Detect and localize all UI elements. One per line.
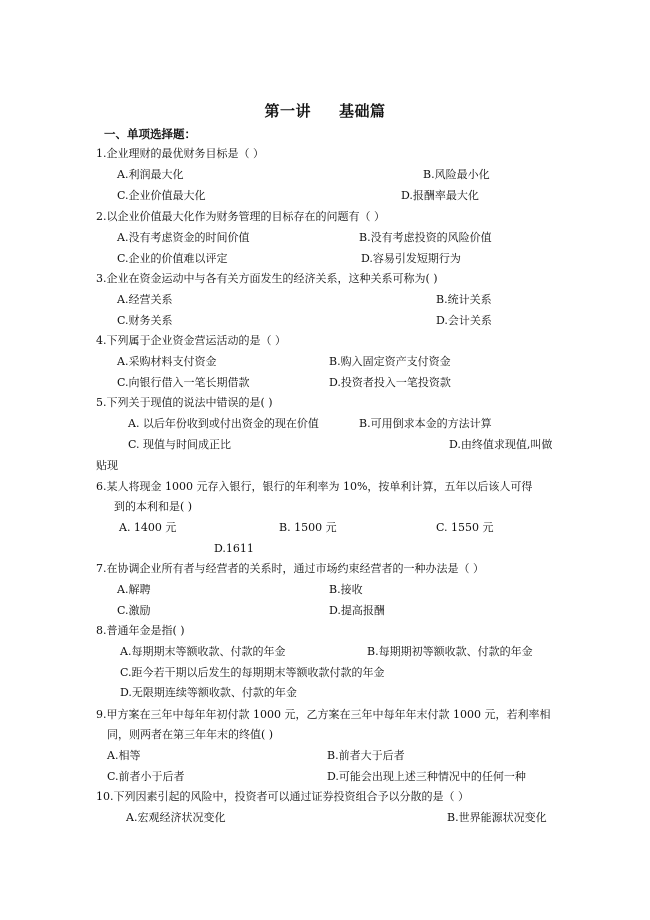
question-4-option-b: B.购入固定资产支付资金	[329, 355, 451, 368]
question-4-option-d: D.投资者投入一笔投资款	[329, 376, 451, 389]
question-5-option-a: A. 以后年份收到或付出资金的现在价值	[128, 417, 319, 430]
question-7-option-c: C.激励	[117, 604, 151, 617]
question-6-option-c: C. 1550 元	[436, 521, 494, 534]
question-3-option-d: D.会计关系	[436, 314, 492, 327]
question-7-option-b: B.接收	[329, 583, 363, 596]
question-7-option-d: D.提高报酬	[329, 604, 385, 617]
question-6-stem-line-2: 到的本利和是( )	[114, 500, 193, 513]
question-10-stem: 10.下列因素引起的风险中，投资者可以通过证券投资组合予以分散的是（ ）	[96, 790, 469, 803]
question-2-option-b: B.没有考虑投资的风险价值	[359, 231, 492, 244]
title-part-2: 基础篇	[339, 102, 386, 120]
question-9-stem-line-1: 9.甲方案在三年中每年年初付款 1000 元，乙方案在三年中每年年末付款 1000 元，若利率相	[96, 708, 551, 721]
question-6-option-b: B. 1500 元	[279, 521, 337, 534]
question-4-option-a: A.采购材料支付资金	[117, 355, 217, 368]
question-3-option-c: C.财务关系	[117, 314, 173, 327]
question-9-option-a: A.相等	[107, 749, 141, 762]
question-6-stem-line-1: 6.某人将现金 1000 元存入银行，银行的年利率为 10%，按单利计算，五年以后该人可得	[96, 480, 533, 493]
question-2-option-c: C.企业的价值难以评定	[117, 252, 228, 265]
question-3-option-b: B.统计关系	[436, 293, 492, 306]
question-9-option-d: D.可能会出现上述三种情况中的任何一种	[327, 770, 526, 783]
section-heading: 一、单项选择题：	[104, 127, 196, 141]
question-8-option-d: D.无限期连续等额收款、付款的年金	[120, 686, 297, 699]
question-3-option-a: A.经营关系	[117, 293, 173, 306]
question-1-option-b: B.风险最小化	[423, 168, 490, 181]
question-10-option-b: B.世界能源状况变化	[447, 811, 547, 824]
question-8-option-b: B.每期期初等额收款、付款的年金	[367, 645, 533, 658]
question-5-option-c: C. 现值与时间成正比	[128, 438, 232, 451]
question-1-stem: 1.企业理财的最优财务目标是（ ）	[96, 147, 264, 160]
question-4-option-c: C.向银行借入一笔长期借款	[117, 376, 250, 389]
question-7-stem: 7.在协调企业所有者与经营者的关系时，通过市场约束经营者的一种办法是（ ）	[96, 562, 484, 575]
question-1-option-c: C.企业价值最大化	[117, 189, 206, 202]
question-1-option-d: D.报酬率最大化	[401, 189, 479, 202]
question-5-option-b: B.可用倒求本金的方法计算	[359, 417, 492, 430]
question-2-option-d: D.容易引发短期行为	[361, 252, 461, 265]
question-5-stem: 5.下列关于现值的说法中错误的是( )	[96, 396, 273, 409]
question-6-option-a: A. 1400 元	[119, 521, 177, 534]
question-8-stem: 8.普通年金是指( )	[96, 624, 185, 637]
question-1-option-a: A.利润最大化	[117, 168, 184, 181]
question-8-option-a: A.每期期末等额收款、付款的年金	[120, 645, 286, 658]
question-8-option-c: C.距今若干期以后发生的每期期末等额收款付款的年金	[120, 666, 385, 679]
question-5-continuation: 贴现	[96, 459, 118, 472]
question-4-stem: 4.下列属于企业资金营运活动的是（ ）	[96, 334, 286, 347]
question-5-option-d: D.由终值求现值,叫做	[449, 438, 553, 451]
question-10-option-a: A.宏观经济状况变化	[126, 811, 226, 824]
title-part-1: 第一讲	[264, 102, 311, 120]
question-9-option-c: C.前者小于后者	[107, 770, 185, 783]
question-3-stem: 3.企业在资金运动中与各有关方面发生的经济关系，这种关系可称为( )	[96, 272, 438, 285]
question-6-option-d: D.1611	[214, 542, 254, 555]
question-9-stem-line-2: 同，则两者在第三年年末的终值( )	[107, 728, 274, 741]
question-2-option-a: A.没有考虑资金的时间价值	[117, 231, 250, 244]
question-9-option-b: B.前者大于后者	[327, 749, 405, 762]
question-2-stem: 2.以企业价值最大化作为财务管理的目标存在的问题有（ ）	[96, 210, 385, 223]
question-7-option-a: A.解聘	[117, 583, 151, 596]
page-title	[0, 100, 650, 121]
